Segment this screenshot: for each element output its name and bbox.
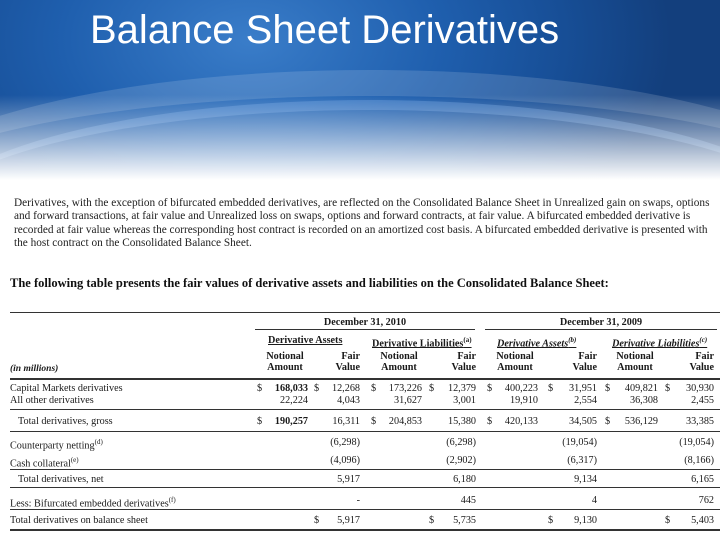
col-fair-3: Fair <box>578 351 597 362</box>
group-derivative-liabilities-2010: Derivative Liabilities$^{(a)}$ <box>372 336 472 350</box>
col-value-4: Value <box>689 362 714 373</box>
dollar-sign: $ <box>605 383 611 394</box>
cell: 12,268 <box>331 383 360 394</box>
dollar-sign: $ <box>487 416 493 427</box>
col-amount-1: Amount <box>267 362 303 373</box>
group-derivative-liabilities-2009: Derivative Liabilities$^{(c)}$ <box>612 336 708 350</box>
header-fade <box>0 95 720 195</box>
cell: 36,308 <box>629 395 658 406</box>
cell: 2,554 <box>574 395 597 406</box>
cell: 4 <box>591 495 597 506</box>
cell: 420,133 <box>504 416 538 427</box>
description-paragraph: Derivatives, with the exception of bifurcated embedded derivatives, are reflected on the Consolidated Balance Sheet in Unrealized gain on swaps, options and forward transactions, at fair value and Unrealized loss on swaps, options and forward contracts, at fair value. A bifurcated embedded derivative is recorded at fair value whereas the corresponding host contract is recorded on an amortized cost basis. A bifurcated embedded derivative is presented with the host contract on the Consolidated Balance Sheet. <box>14 197 710 250</box>
cell: (19,054) <box>679 437 714 448</box>
table-intro: The following table presents the fair values of derivative assets and liabilities on the Consolidated Balance Sheet: <box>10 276 609 290</box>
col-notional-3: Notional <box>496 351 534 362</box>
cell: 31,951 <box>568 383 597 394</box>
dollar-sign: $ <box>257 383 263 394</box>
cell: 6,180 <box>453 474 476 485</box>
cell: 16,311 <box>332 416 360 427</box>
cell: 4,043 <box>337 395 360 406</box>
header-bottom-rule <box>10 378 720 380</box>
cell: 22,224 <box>279 395 308 406</box>
cell: 409,821 <box>624 383 658 394</box>
dollar-sign: $ <box>314 515 320 526</box>
col-value-1: Value <box>335 362 360 373</box>
col-notional-1: Notional <box>266 351 304 362</box>
cell: 9,130 <box>574 515 597 526</box>
row-label: Total derivatives on balance sheet <box>10 515 148 526</box>
col-amount-3: Amount <box>497 362 533 373</box>
cell: (4,096) <box>330 455 360 466</box>
cell: 15,380 <box>447 416 476 427</box>
dollar-sign: $ <box>314 383 320 394</box>
col-fair-2: Fair <box>457 351 476 362</box>
group-derivative-assets-2009: Derivative Assets$^{(b)}$ <box>497 336 577 350</box>
cell: (8,166) <box>684 455 714 466</box>
row-rule <box>10 487 720 488</box>
table-bottom-rule <box>10 529 720 531</box>
cell: 190,257 <box>274 416 308 427</box>
col-fair-1: Fair <box>341 351 360 362</box>
cell: 31,627 <box>393 395 422 406</box>
cell: 536,129 <box>624 416 658 427</box>
row-label: Less: Bifurcated embedded derivatives$^{(f)}$ <box>10 496 176 510</box>
dollar-sign: $ <box>548 383 554 394</box>
row-label: Total derivatives, gross <box>18 416 113 427</box>
period-2010-rule <box>255 329 475 330</box>
dollar-sign: $ <box>605 416 611 427</box>
cell: 762 <box>698 495 714 506</box>
cell: (2,902) <box>446 455 476 466</box>
col-notional-2: Notional <box>380 351 418 362</box>
cell: (19,054) <box>562 437 597 448</box>
col-value-3: Value <box>572 362 597 373</box>
row-label: Cash collateral$^{(e)}$ <box>10 456 79 470</box>
cell: 19,910 <box>509 395 538 406</box>
dollar-sign: $ <box>429 383 435 394</box>
slide-title: Balance Sheet Derivatives <box>90 8 560 52</box>
cell: 400,223 <box>504 383 538 394</box>
cell: (6,298) <box>446 437 476 448</box>
cell: 173,226 <box>388 383 422 394</box>
cell: 168,033 <box>274 383 308 394</box>
row-label: Total derivatives, net <box>18 474 104 485</box>
cell: (6,317) <box>567 455 597 466</box>
group-derivative-assets-2010: Derivative Assets <box>268 335 343 346</box>
col-amount-2: Amount <box>381 362 417 373</box>
col-notional-4: Notional <box>616 351 654 362</box>
cell: 9,134 <box>574 474 597 485</box>
dollar-sign: $ <box>371 416 377 427</box>
row-rule <box>10 509 720 510</box>
table-top-rule <box>10 312 720 313</box>
cell: 3,001 <box>453 395 476 406</box>
cell: 34,505 <box>568 416 597 427</box>
dollar-sign: $ <box>665 515 671 526</box>
row-rule <box>10 469 720 470</box>
dollar-sign: $ <box>665 383 671 394</box>
cell: 12,379 <box>447 383 476 394</box>
cell: 5,917 <box>337 474 360 485</box>
row-label: Counterparty netting$^{(d)}$ <box>10 438 103 452</box>
dollar-sign: $ <box>257 416 263 427</box>
dollar-sign: $ <box>371 383 377 394</box>
col-value-2: Value <box>451 362 476 373</box>
row-label: All other derivatives <box>10 395 94 406</box>
cell: 33,385 <box>685 416 714 427</box>
dollar-sign: $ <box>429 515 435 526</box>
dollar-sign: $ <box>548 515 554 526</box>
cell: 5,735 <box>453 515 476 526</box>
cell: (6,298) <box>330 437 360 448</box>
cell: 30,930 <box>685 383 714 394</box>
cell: 2,455 <box>691 395 714 406</box>
row-label: Capital Markets derivatives <box>10 383 123 394</box>
period-heading-2009: December 31, 2009 <box>559 317 643 328</box>
cell: - <box>356 495 360 506</box>
cell: 6,165 <box>691 474 714 485</box>
row-rule <box>10 409 720 410</box>
cell: 5,403 <box>691 515 714 526</box>
row-rule <box>10 431 720 432</box>
period-2009-rule <box>485 329 717 330</box>
period-heading-2010: December 31, 2010 <box>323 317 407 328</box>
cell: 5,917 <box>337 515 360 526</box>
col-fair-4: Fair <box>695 351 714 362</box>
cell: 445 <box>460 495 476 506</box>
cell: 204,853 <box>388 416 422 427</box>
units-label: (in millions) <box>10 364 59 374</box>
col-amount-4: Amount <box>617 362 653 373</box>
dollar-sign: $ <box>487 383 493 394</box>
